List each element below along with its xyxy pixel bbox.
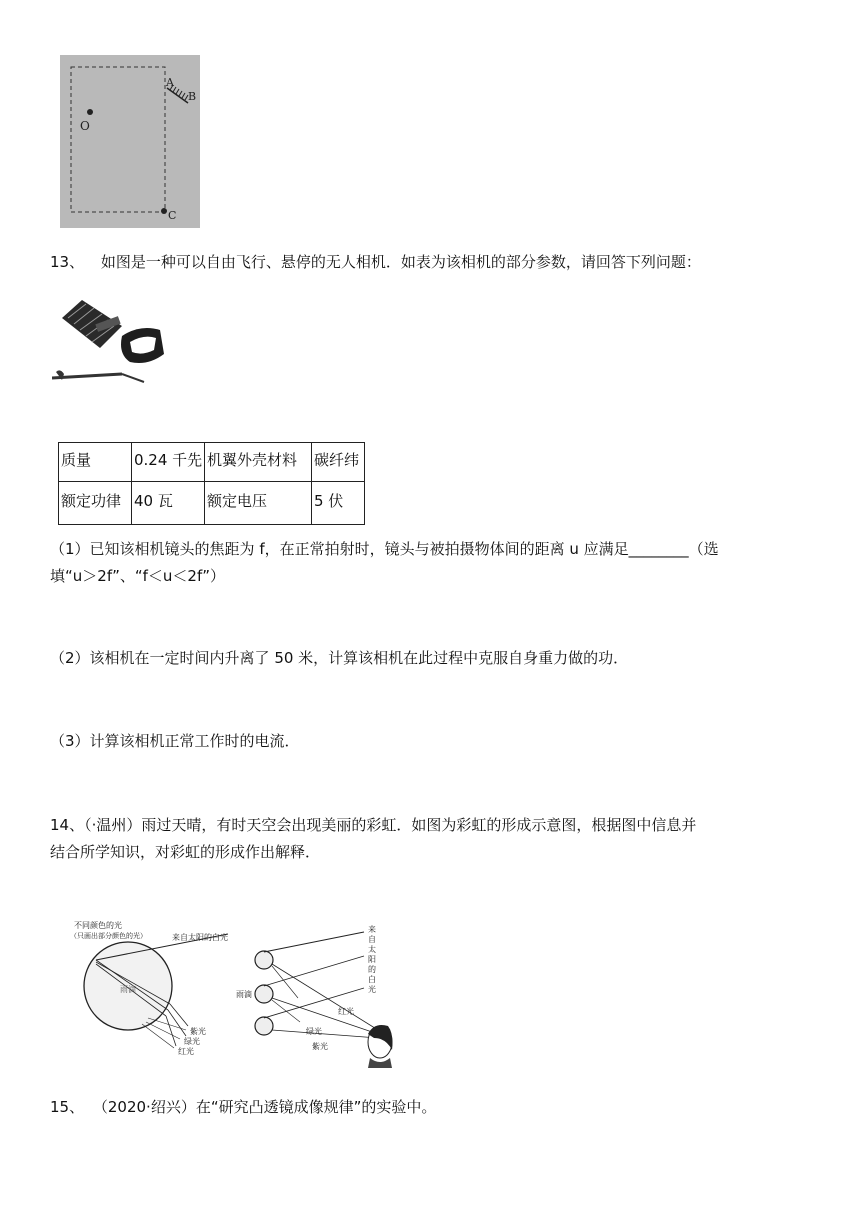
label-red-left: 红光 <box>178 1047 194 1056</box>
label-partial: （只画出部分颜色的光） <box>70 932 147 940</box>
label-sun-ch: 太 <box>368 945 376 954</box>
q13-text: 如图是一种可以自由飞行、悬停的无人相机．如表为该相机的部分参数，请回答下列问题： <box>100 253 701 271</box>
point-c <box>161 208 167 214</box>
observer-head <box>368 1025 393 1068</box>
q15-line <box>50 1097 436 1117</box>
table-cell: 额定电压 <box>205 482 312 525</box>
mirror-figure <box>60 55 200 228</box>
drone-photo <box>52 296 167 386</box>
label-red-right: 红光 <box>338 1007 354 1016</box>
table-cell: 额定功律 <box>59 482 132 525</box>
raindrop-small <box>255 1017 273 1035</box>
q15-number: 15、 <box>50 1098 85 1116</box>
label-o: O <box>80 119 90 133</box>
q15-text: （2020·绍兴）在“研究凸透镜成像规律”的实验中。 <box>92 1098 437 1116</box>
rainbow-diagram <box>68 918 398 1070</box>
label-violet-left: 紫光 <box>190 1027 206 1036</box>
q14-number: 14、 <box>50 816 85 834</box>
q13-sub2: （2）该相机在一定时间内升离了 50 米，计算该相机在此过程中克服自身重力做的功． <box>50 649 629 667</box>
table-cell: 机翼外壳材料 <box>205 443 312 482</box>
label-a: A <box>166 76 174 89</box>
table-row <box>59 482 365 525</box>
table-cell: 40 瓦 <box>132 482 205 525</box>
mirror-line <box>167 88 188 103</box>
q13-number: 13、 <box>50 253 85 271</box>
label-c: C <box>168 209 177 222</box>
q14-line1 <box>50 815 696 835</box>
label-sun-ch: 的 <box>368 965 376 974</box>
table-cell: 0.24 千先 <box>132 443 205 482</box>
raindrop-small <box>255 985 273 1003</box>
label-b: B <box>188 90 197 103</box>
mirror-diagram <box>60 55 200 228</box>
drone-illustration <box>52 296 167 386</box>
label-sun-ch: 自 <box>368 935 376 944</box>
label-diff-light: 不同颜色的光 <box>74 921 122 930</box>
label-sun-ch: 阳 <box>368 955 376 964</box>
label-violet-right: 紫光 <box>312 1042 328 1051</box>
label-green-left: 绿光 <box>184 1037 200 1046</box>
label-raindrop-left: 雨滴 <box>120 985 136 994</box>
q14-text: （·温州）雨过天晴，有时天空会出现美丽的彩虹．如图为彩虹的形成示意图，根据图中信息并 <box>84 816 697 834</box>
table-cell: 质量 <box>59 443 132 482</box>
rainbow-figure <box>68 918 398 1070</box>
q14-line2: 结合所学知识，对彩虹的形成作出解释． <box>50 843 321 861</box>
label-sun-ch: 来 <box>368 925 376 934</box>
label-green-right: 绿光 <box>306 1027 322 1036</box>
table-cell: 碳纤纬 <box>312 443 365 482</box>
parameter-table <box>58 442 365 525</box>
label-sun-ch: 白 <box>368 975 376 984</box>
label-sun-light: 来自太阳的白光 <box>172 933 228 942</box>
q13-sub1-line2: 填“u＞2f”、“f＜u＜2f”） <box>50 567 226 585</box>
raindrop-small <box>255 951 273 969</box>
q13-stem <box>50 252 701 272</box>
table-row <box>59 443 365 482</box>
point-o <box>87 109 93 115</box>
q13-sub1-line1: （1）已知该相机镜头的焦距为 f，在正常拍射时，镜头与被拍摄物体间的距离 u 应满足________（选 <box>50 540 719 558</box>
label-sun-ch: 光 <box>368 985 376 994</box>
label-raindrop-right: 雨滴 <box>236 990 252 999</box>
q13-sub3: （3）计算该相机正常工作时的电流． <box>50 732 300 750</box>
table-cell: 5 伏 <box>312 482 365 525</box>
